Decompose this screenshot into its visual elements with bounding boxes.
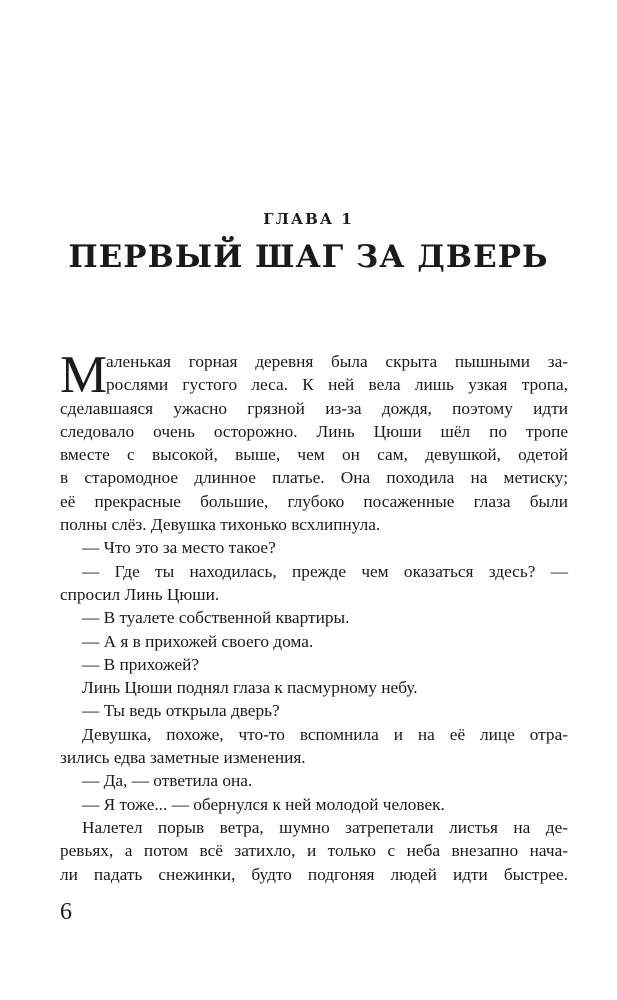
text-line: её прекрасные большие, глубоко посаженные глаза были — [60, 491, 568, 511]
text-line: — А я в прихожей своего дома. — [82, 631, 314, 651]
text-line: — Я тоже... — обернулся к ней молодой человек. — [82, 794, 445, 814]
text-line: вместе с высокой, выше, чем он сам, девушкой, одетой — [60, 445, 568, 465]
text-line: Девушка, похоже, что-то вспомнила и на её лице отра- — [82, 724, 568, 744]
text-line-content: аленькая горная деревня была скрыта пышными за- — [106, 352, 568, 371]
text-line: в старомодное длинное платье. Она походила на метиску; — [60, 468, 568, 488]
chapter-label: ГЛАВА 1 — [263, 210, 354, 228]
text-line: — В туалете собственной квартиры. — [82, 608, 350, 628]
text-line: — Где ты находилась, прежде чем оказаться здесь? — — [82, 561, 568, 581]
text-line: Налетел порыв ветра, шумно затрепетали листья на де- — [82, 817, 568, 837]
text-line: — Ты ведь открыла дверь? — [82, 701, 280, 721]
text-line: — В прихожей? — [82, 654, 200, 674]
drop-cap: М — [60, 346, 108, 404]
text-line: следовало очень осторожно. Линь Цюши шёл по тропе — [60, 421, 568, 441]
text-line: спросил Линь Цюши. — [60, 584, 220, 604]
chapter-title: ПЕРВЫЙ ШАГ ЗА ДВЕРЬ — [68, 239, 549, 275]
text-line: — Что это за место такое? — [82, 538, 276, 558]
text-line: рослями густого леса. К ней вела лишь узкая тропа, — [106, 375, 568, 395]
text-line: сделавшаяся ужасно грязной из-за дождя, поэтому идти — [60, 398, 568, 418]
text-line: — Да, — ответила она. — [82, 771, 253, 791]
text-line: полны слёз. Девушка тихонько всхлипнула. — [60, 515, 381, 535]
page-number: 6 — [60, 899, 72, 925]
text-line: Линь Цюши поднял глаза к пасмурному небу. — [82, 678, 418, 698]
chapter-body-text — [60, 346, 568, 886]
text-line: ревьях, а потом всё затихло, и только с неба внезапно нача- — [60, 841, 568, 861]
text-line: ли падать снежинки, будто подгоняя людей идти быстрее. — [60, 864, 568, 884]
text-line: зились едва заметные изменения. — [60, 748, 306, 768]
